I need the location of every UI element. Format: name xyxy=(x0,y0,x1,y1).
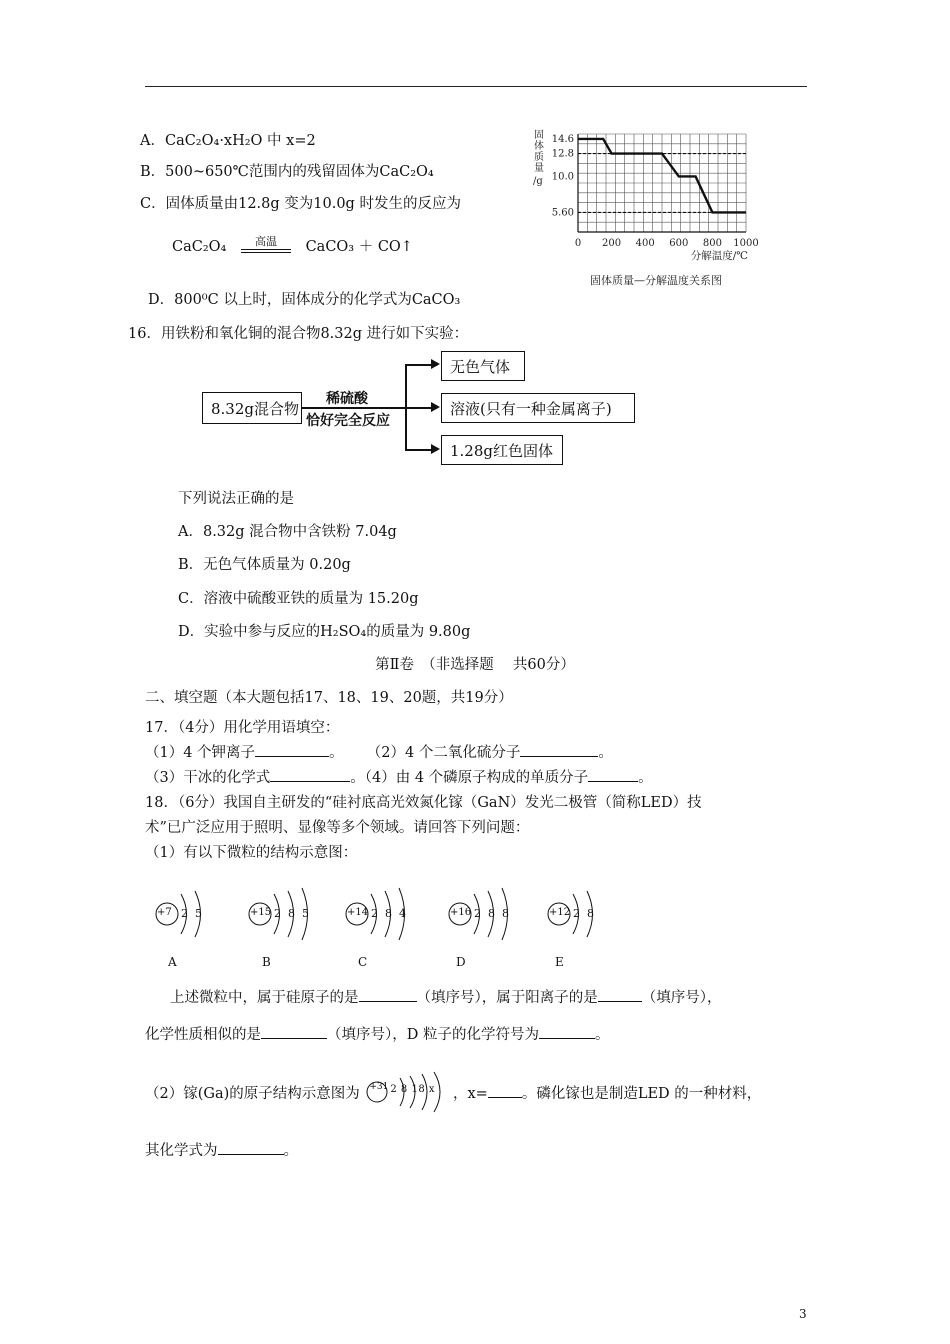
volume-title: 第Ⅱ卷 （非选择题 共60分） xyxy=(375,657,575,673)
page-number: 3 xyxy=(799,1307,807,1321)
atom-shells: 2 8 4 xyxy=(371,907,406,920)
output-solution-label: 溶液(只有一种金属离子) xyxy=(450,399,612,418)
atom-nucleus: +14 xyxy=(347,907,369,918)
q18-question-line-1 xyxy=(170,986,722,1007)
y-label-char: 量 xyxy=(534,163,544,174)
punct: 。 xyxy=(350,770,365,786)
header-rule xyxy=(145,86,807,87)
text: 上述微粒中，属于硅原子的是 xyxy=(170,990,359,1006)
q17-stem: 17．（4分）用化学用语填空： xyxy=(145,720,340,736)
q18-sub-2-cont xyxy=(145,1139,298,1160)
atom-diagram xyxy=(248,878,328,948)
mass-temperature-chart xyxy=(530,128,770,290)
text: （填序号），属于阳离子的是 xyxy=(416,990,598,1006)
q18-question-line-2 xyxy=(145,1023,609,1044)
q17-part-2: （2）4 个二氧化硫分子 xyxy=(366,745,521,761)
q16-option-a: A．8.32g 混合物中含铁粉 7.04g xyxy=(178,524,397,540)
y-label-char: 体 xyxy=(534,141,544,152)
q16-stem: 16．用铁粉和氧化铜的混合物8.32g 进行如下实验： xyxy=(128,326,469,342)
x-tick-label: 1000 xyxy=(733,238,759,249)
q15-option-b: B．500~650℃范围内的残留固体为CaC₂O₄ xyxy=(140,164,434,180)
text: 。 xyxy=(283,1143,298,1159)
text: 化学性质相似的是 xyxy=(145,1027,261,1043)
x-tick-label: 400 xyxy=(635,238,655,249)
y-tick-label: 10.0 xyxy=(551,171,574,183)
atom-shells: 2 5 xyxy=(181,907,202,920)
x-tick-label: 800 xyxy=(702,238,722,249)
equation-reactant: CaC₂O₄ xyxy=(172,239,227,255)
answer-blank-symbol[interactable] xyxy=(539,1024,595,1039)
y-tick-label: 14.6 xyxy=(551,133,574,145)
gallium-atom-diagram xyxy=(364,1084,448,1104)
x-axis-label: 分解温度/℃ xyxy=(690,250,748,262)
y-label-char: 质 xyxy=(534,152,544,163)
answer-blank-4[interactable] xyxy=(588,767,638,782)
atom-label: A xyxy=(168,955,177,969)
answer-blank-2[interactable] xyxy=(520,742,598,757)
chart-grid xyxy=(578,134,746,232)
q17-line-2 xyxy=(145,766,653,787)
gallium-shells: 2 8 18 x xyxy=(390,1084,436,1095)
q16-option-d: D．实验中参与反应的H₂SO₄的质量为 9.80g xyxy=(178,624,471,640)
answer-blank-x[interactable] xyxy=(488,1083,522,1098)
text: 。 xyxy=(594,1027,610,1043)
flow-reagent: 稀硫酸 xyxy=(326,391,368,407)
answer-blank-3[interactable] xyxy=(270,767,350,782)
flow-output-solid xyxy=(441,435,563,465)
q18-sub-1: （1）有以下微粒的结构示意图： xyxy=(145,845,358,861)
punct: 。 xyxy=(329,745,344,761)
y-tick-label: 5.60 xyxy=(551,207,574,219)
arrowhead-1 xyxy=(431,359,440,369)
part-two-title: 二、填空题（本大题包括17、18、19、20题，共19分） xyxy=(145,690,513,706)
arrowhead-3 xyxy=(431,444,440,454)
q15-option-d: D．800⁰C 以上时，固体成分的化学式为CaCO₃ xyxy=(148,292,461,308)
atom-diagram xyxy=(448,878,528,948)
atom-label: C xyxy=(358,955,368,969)
atom-diagram xyxy=(345,878,425,948)
answer-blank-formula[interactable] xyxy=(218,1140,284,1155)
chart-title: 固体质量—分解温度关系图 xyxy=(590,274,722,287)
y-label-unit: /g xyxy=(533,176,543,187)
q17-part-1: （1）4 个钾离子 xyxy=(145,745,256,761)
atom-label: E xyxy=(555,955,564,969)
atom-label: B xyxy=(262,955,271,969)
y-label-char: 固 xyxy=(534,130,544,141)
q16-option-b: B．无色气体质量为 0.20g xyxy=(178,557,351,573)
text: 。磷化镓也是制造LED 的一种材料， xyxy=(521,1086,762,1102)
atom-label: D xyxy=(456,955,466,969)
text: （2）镓(Ga)的原子结构示意图为 xyxy=(145,1086,360,1102)
flow-start-box xyxy=(202,392,302,424)
q18-line-1: 18．（6分）我国自主研发的“硅衬底高光效氮化镓（GaN）发光二极管（简称LED）技 xyxy=(145,795,702,811)
atom-nucleus: +7 xyxy=(157,907,172,918)
text: ，x= xyxy=(453,1086,488,1102)
output-gas-label: 无色气体 xyxy=(450,357,511,376)
q16-option-c: C．溶液中硫酸亚铁的质量为 15.20g xyxy=(178,591,419,607)
q18-line-2: 术”已广泛应用于照明、显像等多个领域。请回答下列问题： xyxy=(145,820,530,836)
q15-option-a: A．CaC₂O₄·xH₂O 中 x=2 xyxy=(140,133,316,149)
atom-shells: 2 8 xyxy=(573,907,594,920)
flow-start-label: 8.32g混合物 xyxy=(211,399,300,418)
atom-diagram xyxy=(547,878,627,948)
q16-ask: 下列说法正确的是 xyxy=(178,491,294,507)
atom-diagram xyxy=(155,878,235,948)
output-solid-label: 1.28g红色固体 xyxy=(450,441,554,460)
atom-shells: 2 8 5 xyxy=(274,907,309,920)
punct: 。 xyxy=(638,770,653,786)
q17-part-3: （3）干冰的化学式 xyxy=(145,770,271,786)
atom-nucleus: +15 xyxy=(250,907,272,918)
arrowhead-2 xyxy=(431,402,440,412)
flow-condition: 恰好完全反应 xyxy=(306,413,390,429)
atom-nucleus: +16 xyxy=(450,907,472,918)
y-tick-label: 12.8 xyxy=(551,148,574,160)
flow-output-gas xyxy=(441,351,525,381)
answer-blank-1[interactable] xyxy=(255,742,329,757)
text: （填序号）， xyxy=(641,990,722,1006)
q17-part-4: （4）由 4 个磷原子构成的单质分子 xyxy=(364,770,589,786)
text: 其化学式为 xyxy=(145,1143,218,1159)
q15-equation xyxy=(172,235,413,256)
x-tick-label: 0 xyxy=(574,238,582,249)
text: （填序号），D 粒子的化学符号为 xyxy=(327,1027,539,1043)
equation-condition: 高温 xyxy=(254,235,277,248)
q17-line-1 xyxy=(145,741,613,762)
punct: 。 xyxy=(598,745,613,761)
answer-blank-cation[interactable] xyxy=(598,987,642,1002)
x-tick-label: 600 xyxy=(669,238,689,249)
x-tick-label: 200 xyxy=(602,238,622,249)
atom-shells: 2 8 8 xyxy=(474,907,509,920)
answer-blank-similar[interactable] xyxy=(261,1024,327,1039)
gallium-nucleus: +31 xyxy=(369,1082,389,1092)
flow-output-solution xyxy=(441,393,635,423)
atom-nucleus: +12 xyxy=(549,907,571,918)
q18-sub-2 xyxy=(145,1082,761,1104)
equation-products: CaCO₃ ＋ CO↑ xyxy=(305,239,413,255)
q15-option-c: C．固体质量由12.8g 变为10.0g 时发生的反应为 xyxy=(140,196,461,212)
equation-arrow xyxy=(241,235,291,251)
answer-blank-si[interactable] xyxy=(359,987,417,1002)
